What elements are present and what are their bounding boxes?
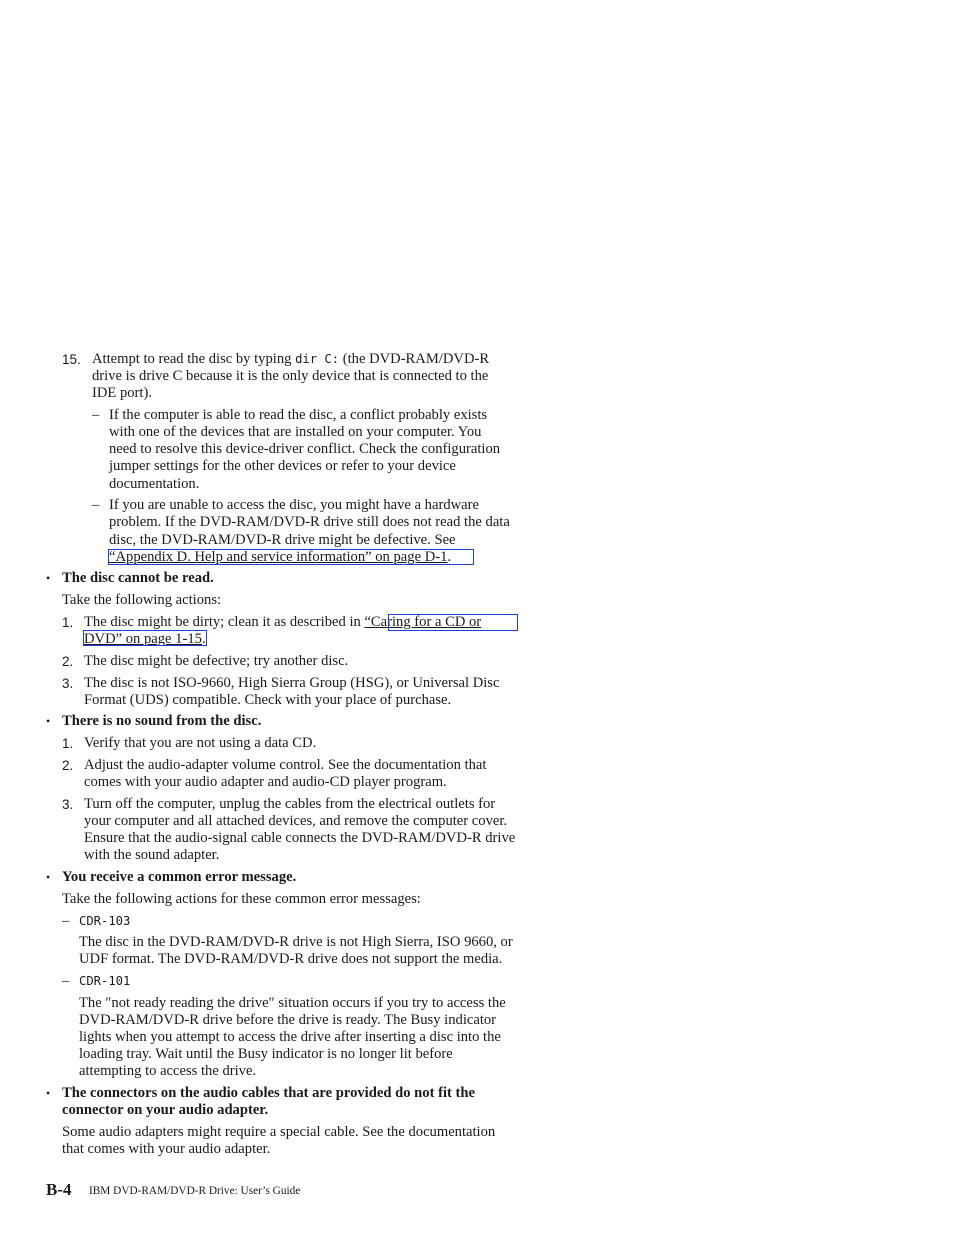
item-turn-off-line: your computer and all attached devices, and remove the computer cover. bbox=[84, 813, 508, 829]
sub-item-2-dash: – bbox=[92, 497, 100, 513]
sub-item-2-line: If you are unable to access the disc, you might have a hardware bbox=[109, 497, 479, 513]
item-verify-data-cd: Verify that you are not using a data CD. bbox=[84, 735, 317, 751]
footer-page-number: B-4 bbox=[46, 1180, 72, 1199]
item-defective-disc: The disc might be defective; try another disc. bbox=[84, 653, 349, 669]
bullet-no-sound: • bbox=[46, 714, 51, 728]
sub-item-1-line: documentation. bbox=[109, 476, 200, 492]
heading-connectors-line-2: connector on your audio adapter. bbox=[62, 1102, 269, 1118]
footer-book-title: IBM DVD-RAM/DVD-R Drive: User’s Guide bbox=[89, 1185, 301, 1197]
step-15-line-1: Attempt to read the disc by typing dir C: (the DVD-RAM/DVD-R bbox=[92, 351, 490, 367]
connectors-desc-line-2: that comes with your audio adapter. bbox=[62, 1141, 271, 1157]
appendix-d-link[interactable]: “Appendix D. Help and service information” on page D-1 bbox=[109, 549, 448, 565]
caring-for-cd-link-box-2[interactable] bbox=[83, 630, 207, 646]
item-volume-line-2: comes with your audio adapter and audio-CD player program. bbox=[84, 774, 447, 790]
bullet-connectors: • bbox=[46, 1086, 51, 1100]
item-number: 1. bbox=[62, 736, 74, 751]
bullet-error-message: • bbox=[46, 870, 51, 884]
error-code-cdr103: CDR-103 bbox=[79, 914, 131, 928]
heading-no-sound: There is no sound from the disc. bbox=[62, 713, 262, 729]
item-dirty-disc-line-1: The disc might be dirty; clean it as described in “Caring for a CD or bbox=[84, 614, 482, 630]
cdr101-desc-line: loading tray. Wait until the Busy indicator is no longer lit before bbox=[79, 1046, 453, 1062]
item-number: 1. bbox=[62, 615, 74, 630]
item-number: 2. bbox=[62, 654, 74, 669]
sub-item-1-dash: – bbox=[92, 407, 100, 423]
sub-item-1-line: with one of the devices that are installed on your computer. You bbox=[109, 424, 482, 440]
item-volume-line-1: Adjust the audio-adapter volume control. See the documentation that bbox=[84, 757, 487, 773]
step-15-line-2: drive is drive C because it is the only device that is connected to the bbox=[92, 368, 489, 384]
cdr103-desc-line-2: UDF format. The DVD-RAM/DVD-R drive does not support the media. bbox=[79, 951, 503, 967]
cdr101-desc-line: attempting to access the drive. bbox=[79, 1063, 257, 1079]
item-turn-off-line: with the sound adapter. bbox=[84, 847, 220, 863]
error-cdr103-dash: – bbox=[62, 913, 70, 929]
sub-item-1-line: jumper settings for the other devices or refer to your device bbox=[109, 458, 456, 474]
command-dir-c: dir C: bbox=[295, 352, 340, 366]
cdr103-desc-line-1: The disc in the DVD-RAM/DVD-R drive is not High Sierra, ISO 9660, or bbox=[79, 934, 513, 950]
caring-for-cd-link[interactable]: “Caring for a CD or bbox=[364, 614, 482, 630]
cdr101-desc-line: The ″not ready reading the drive″ situation occurs if you try to access the bbox=[79, 995, 506, 1011]
sub-item-1-line: If the computer is able to read the disc, a conflict probably exists bbox=[109, 407, 488, 423]
intro-error-actions: Take the following actions for these common error messages: bbox=[62, 891, 421, 907]
sub-item-2-line: problem. If the DVD-RAM/DVD-R drive still does not read the data bbox=[109, 514, 510, 530]
heading-error-message: You receive a common error message. bbox=[62, 869, 297, 885]
cdr101-desc-line: lights when you attempt to access the drive after inserting a disc into the bbox=[79, 1029, 501, 1045]
item-iso-line-1: The disc is not ISO-9660, High Sierra Group (HSG), or Universal Disc bbox=[84, 675, 500, 691]
bullet-disc-cannot-be-read: • bbox=[46, 571, 51, 585]
caring-for-cd-link-box[interactable] bbox=[388, 614, 518, 631]
error-code-cdr101: CDR-101 bbox=[79, 974, 131, 988]
appendix-d-link-box[interactable] bbox=[108, 549, 474, 565]
item-number: 3. bbox=[62, 676, 74, 691]
item-turn-off-line: Ensure that the audio-signal cable connects the DVD-RAM/DVD-R drive bbox=[84, 830, 516, 846]
step-15-line-3: IDE port). bbox=[92, 385, 152, 401]
sub-item-2-line: disc, the DVD-RAM/DVD-R drive might be defective. See bbox=[109, 532, 456, 548]
intro-take-actions: Take the following actions: bbox=[62, 592, 222, 608]
step-15-number: 15. bbox=[62, 352, 81, 367]
item-number: 3. bbox=[62, 797, 74, 812]
heading-disc-cannot-be-read: The disc cannot be read. bbox=[62, 570, 214, 586]
heading-connectors-line-1: The connectors on the audio cables that are provided do not fit the bbox=[62, 1085, 475, 1101]
caring-for-cd-link-cont[interactable]: DVD” on page 1-15 bbox=[84, 631, 202, 647]
item-number: 2. bbox=[62, 758, 74, 773]
item-iso-line-2: Format (UDS) compatible. Check with your place of purchase. bbox=[84, 692, 452, 708]
cdr101-desc-line: DVD-RAM/DVD-R drive before the drive is ready. The Busy indicator bbox=[79, 1012, 497, 1028]
connectors-desc-line-1: Some audio adapters might require a special cable. See the documentation bbox=[62, 1124, 496, 1140]
sub-item-1-line: need to resolve this device-driver conflict. Check the configuration bbox=[109, 441, 501, 457]
item-turn-off-line: Turn off the computer, unplug the cables from the electrical outlets for bbox=[84, 796, 496, 812]
error-cdr101-dash: – bbox=[62, 973, 70, 989]
item-dirty-disc-line-2: DVD” on page 1-15. bbox=[84, 631, 206, 647]
sub-item-2-link-line: “Appendix D. Help and service information” on page D-1. bbox=[109, 549, 452, 565]
